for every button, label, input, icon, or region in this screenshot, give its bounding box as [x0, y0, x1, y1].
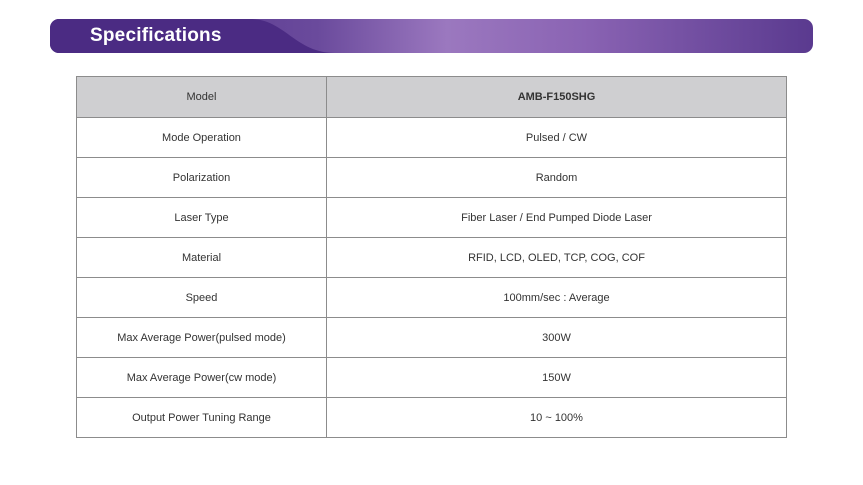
- row-label: Laser Type: [77, 198, 327, 238]
- row-value: 10 ~ 100%: [327, 398, 787, 438]
- table-row: [77, 318, 787, 358]
- header-model-cell: AMB-F150SHG: [327, 77, 787, 118]
- row-label: Mode Operation: [77, 118, 327, 158]
- table-row: [77, 278, 787, 318]
- row-label: Max Average Power(pulsed mode): [77, 318, 327, 358]
- banner-title: Specifications: [90, 25, 222, 46]
- row-value: RFID, LCD, OLED, TCP, COG, COF: [327, 238, 787, 278]
- row-value: 150W: [327, 358, 787, 398]
- row-value: Random: [327, 158, 787, 198]
- specifications-table: [76, 76, 787, 438]
- row-value: 300W: [327, 318, 787, 358]
- table-row: [77, 358, 787, 398]
- row-label: Material: [77, 238, 327, 278]
- table-row: [77, 398, 787, 438]
- table-row: [77, 238, 787, 278]
- row-value: Pulsed / CW: [327, 118, 787, 158]
- row-label: Max Average Power(cw mode): [77, 358, 327, 398]
- header-label-cell: Model: [77, 77, 327, 118]
- table-row: [77, 158, 787, 198]
- row-label: Speed: [77, 278, 327, 318]
- specifications-banner: [50, 19, 813, 53]
- row-value: 100mm/sec : Average: [327, 278, 787, 318]
- table-row: [77, 198, 787, 238]
- table-header-row: [77, 77, 787, 118]
- row-value: Fiber Laser / End Pumped Diode Laser: [327, 198, 787, 238]
- row-label: Output Power Tuning Range: [77, 398, 327, 438]
- table-row: [77, 118, 787, 158]
- row-label: Polarization: [77, 158, 327, 198]
